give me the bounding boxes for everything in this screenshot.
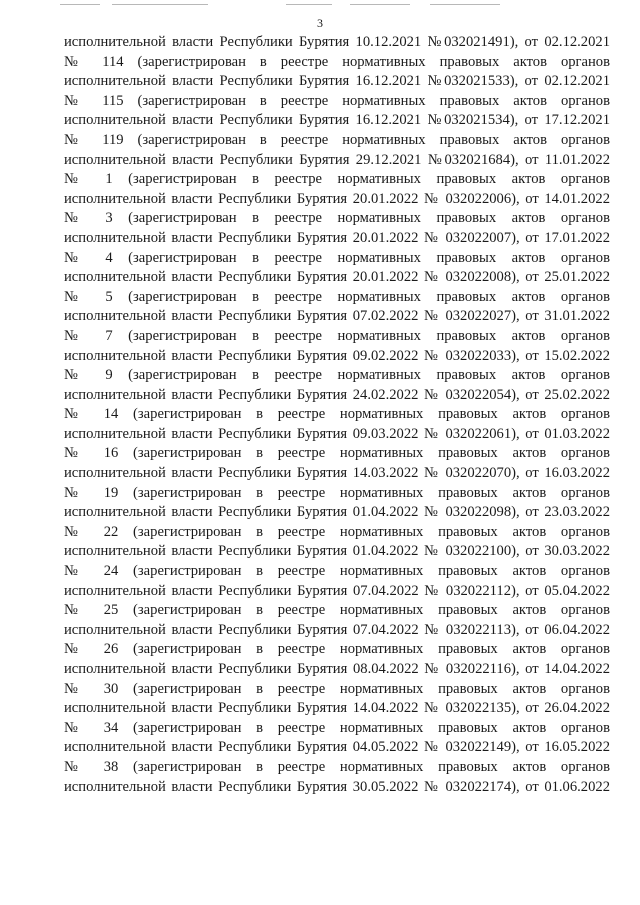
text-line: исполнительной власти Республики Бурятия 01.04.2022 № 032022100), от 30.03.2022 (64, 543, 610, 560)
text-line: № 22 (зарегистрирован в реестре нормативных правовых актов органов (64, 523, 610, 540)
scan-edge-mark (350, 4, 410, 5)
text-line: исполнительной власти Республики Бурятия 08.04.2022 № 032022116), от 14.04.2022 (64, 661, 610, 677)
text-line: исполнительной власти Республики Бурятия 14.04.2022 № 032022135), от 26.04.2022 (64, 700, 610, 717)
text-line: исполнительной власти Республики Бурятия 29.12.2021 №032021684), от 11.01.2022 (64, 151, 610, 168)
text-line: № 9 (зарегистрирован в реестре нормативных правовых актов органов (64, 367, 610, 384)
page-number: 3 (317, 16, 323, 30)
text-line: № 3 (зарегистрирован в реестре нормативных правовых актов органов (64, 210, 610, 227)
text-line: исполнительной власти Республики Бурятия 01.04.2022 № 032022098), от 23.03.2022 (64, 504, 610, 521)
text-line: исполнительной власти Республики Бурятия 20.01.2022 № 032022007), от 17.01.2022 (64, 229, 610, 246)
scan-edge-mark (60, 4, 100, 5)
text-line: исполнительной власти Республики Бурятия 24.02.2022 № 032022054), от 25.02.2022 (64, 386, 610, 403)
text-line: № 115 (зарегистрирован в реестре нормативных правовых актов органов (64, 92, 610, 109)
scan-edge-mark (286, 4, 332, 5)
text-line: № 14 (зарегистрирован в реестре нормативных правовых актов органов (64, 406, 610, 423)
text-line: исполнительной власти Республики Бурятия 10.12.2021 №032021491), от 02.12.2021 (64, 34, 610, 50)
text-line: исполнительной власти Республики Бурятия 30.05.2022 № 032022174), от 01.06.2022 (64, 778, 610, 795)
text-line: исполнительной власти Республики Бурятия 04.05.2022 № 032022149), от 16.05.2022 (64, 739, 610, 756)
text-line: № 16 (зарегистрирован в реестре нормативных правовых актов органов (64, 445, 610, 462)
text-line: № 25 (зарегистрирован в реестре нормативных правовых актов органов (64, 602, 610, 619)
text-line: № 30 (зарегистрирован в реестре нормативных правовых актов органов (64, 680, 610, 697)
scan-edge-mark (112, 4, 208, 5)
text-line: № 114 (зарегистрирован в реестре нормативных правовых актов органов (64, 53, 610, 70)
document-body (64, 33, 610, 797)
text-line: исполнительной власти Республики Бурятия 09.02.2022 № 032022033), от 15.02.2022 (64, 347, 610, 364)
text-line: исполнительной власти Республики Бурятия 20.01.2022 № 032022008), от 25.01.2022 (64, 269, 610, 286)
scan-edge-mark (430, 4, 500, 5)
text-line: № 38 (зарегистрирован в реестре нормативных правовых актов органов (64, 758, 610, 775)
text-line: № 1 (зарегистрирован в реестре нормативных правовых актов органов (64, 171, 610, 188)
text-line: № 5 (зарегистрирован в реестре нормативных правовых актов органов (64, 288, 610, 305)
text-line: исполнительной власти Республики Бурятия 16.12.2021 №032021534), от 17.12.2021 (64, 112, 610, 129)
text-line: № 119 (зарегистрирован в реестре нормативных правовых актов органов (64, 131, 610, 148)
text-line: исполнительной власти Республики Бурятия 09.03.2022 № 032022061), от 01.03.2022 (64, 425, 610, 442)
text-line: исполнительной власти Республики Бурятия 16.12.2021 №032021533), от 02.12.2021 (64, 73, 610, 90)
text-line: исполнительной власти Республики Бурятия 07.04.2022 № 032022112), от 05.04.2022 (64, 582, 610, 599)
text-line: исполнительной власти Республики Бурятия 14.03.2022 № 032022070), от 16.03.2022 (64, 465, 610, 482)
text-line: исполнительной власти Республики Бурятия 07.04.2022 № 032022113), от 06.04.2022 (64, 621, 610, 638)
text-line: № 34 (зарегистрирован в реестре нормативных правовых актов органов (64, 719, 610, 736)
text-line: № 24 (зарегистрирован в реестре нормативных правовых актов органов (64, 563, 610, 580)
text-line: № 4 (зарегистрирован в реестре нормативных правовых актов органов (64, 249, 610, 266)
text-line: № 7 (зарегистрирован в реестре нормативных правовых актов органов (64, 327, 610, 344)
text-line: № 26 (зарегистрирован в реестре нормативных правовых актов органов (64, 641, 610, 658)
text-line: исполнительной власти Республики Бурятия 07.02.2022 № 032022027), от 31.01.2022 (64, 308, 610, 325)
text-line: № 19 (зарегистрирован в реестре нормативных правовых актов органов (64, 484, 610, 501)
text-line: исполнительной власти Республики Бурятия 20.01.2022 № 032022006), от 14.01.2022 (64, 190, 610, 207)
